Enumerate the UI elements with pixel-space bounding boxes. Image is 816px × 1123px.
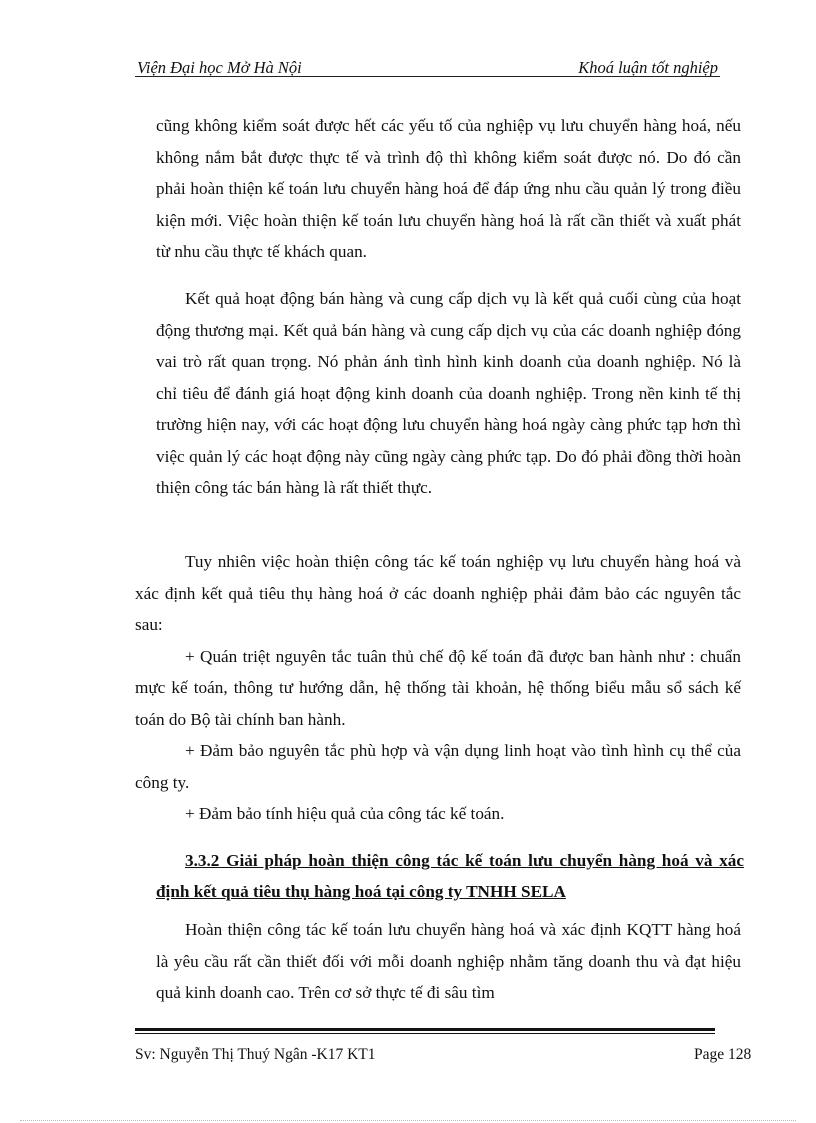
paragraph-principles-intro: Tuy nhiên việc hoàn thiện công tác kế toán nghiệp vụ lưu chuyển hàng hoá và xác định kết quả tiêu thụ hàng hoá ở các doanh nghiệp phải đảm bảo các nguyên tắc sau: [135,552,741,634]
page-number: Page 128 [694,1046,752,1063]
paragraph-improvement: Hoàn thiện công tác kế toán lưu chuyển hàng hoá và xác định KQTT hàng hoá là yêu cầu rất cần thiết đối với mỗi doanh nghiệp nhằm tăng doanh thu và đạt hiệu quả kinh doanh cao. Trên cơ sở thực tế đi sâu tìm [156,920,741,1002]
paragraph-business-results: Kết quả hoạt động bán hàng và cung cấp dịch vụ là kết quả cuối cùng của hoạt động thương mại. Kết quả bán hàng và cung cấp dịch vụ của các doanh nghiệp đóng vai trò rất quan trọng. Nó phản ánh tình hình kinh doanh của doanh nghiệp. Nó là chỉ tiêu để đánh giá hoạt động kinh doanh của doanh nghiệp. Trong nền kinh tế thị trường hiện nay, với các hoạt động lưu chuyển hàng hoá ngày càng phức tạp hơn thì việc quản lý các hoạt động này cũng ngày càng phức tạp. Do đó phải đồng thời hoàn thiện công tác bán hàng là rất thiết thực. [156,289,741,497]
header-document-type: Khoá luận tốt nghiệp [578,58,718,77]
section-heading [156,845,744,907]
principle-item-3: + Đảm bảo tính hiệu quả của công tác kế toán. [185,804,505,823]
paragraph-continuation: cũng không kiểm soát được hết các yếu tố của nghiệp vụ lưu chuyển hàng hoá, nếu không nắm bắt được thực tế và trình độ thì không kiểm soát được nó. Do đó cần phải hoàn thiện kế toán lưu chuyển hàng hoá để đáp ứng nhu cầu quản lý trong điều kiện mới. Việc hoàn thiện kế toán lưu chuyển hàng hoá là rất cần thiết và xuất phát từ nhu cầu thực tế khách quan. [156,116,741,261]
header-institution: Viện Đại học Mở Hà Nội [137,58,302,77]
text-block-3 [135,546,741,830]
footer-rule-thin [135,1033,715,1034]
page-header [135,52,720,78]
section-heading-text: 3.3.2 Giải pháp hoàn thiện công tác kế toán lưu chuyển hàng hoá và xác định kết quả tiêu thụ hàng hoá tại công ty TNHH SELA [156,851,744,901]
text-block-4 [156,914,741,1009]
text-block-2 [156,283,741,504]
footer-author: Sv: Nguyễn Thị Thuý Ngân -K17 KT1 [135,1046,376,1063]
header-rule [135,76,720,77]
principle-item-2: + Đảm bảo nguyên tắc phù hợp và vận dụng linh hoạt vào tình hình cụ thể của công ty. [135,741,741,792]
principle-item-1: + Quán triệt nguyên tắc tuân thủ chế độ kế toán đã được ban hành như : chuẩn mực kế toán, thông tư hướng dẫn, hệ thống tài khoản, hệ thống biểu mẫu sổ sách kế toán do Bộ tài chính ban hành. [135,646,741,729]
text-block-1 [156,110,741,268]
page-edge-dots [20,1120,796,1121]
footer-rule-thick [135,1028,715,1031]
